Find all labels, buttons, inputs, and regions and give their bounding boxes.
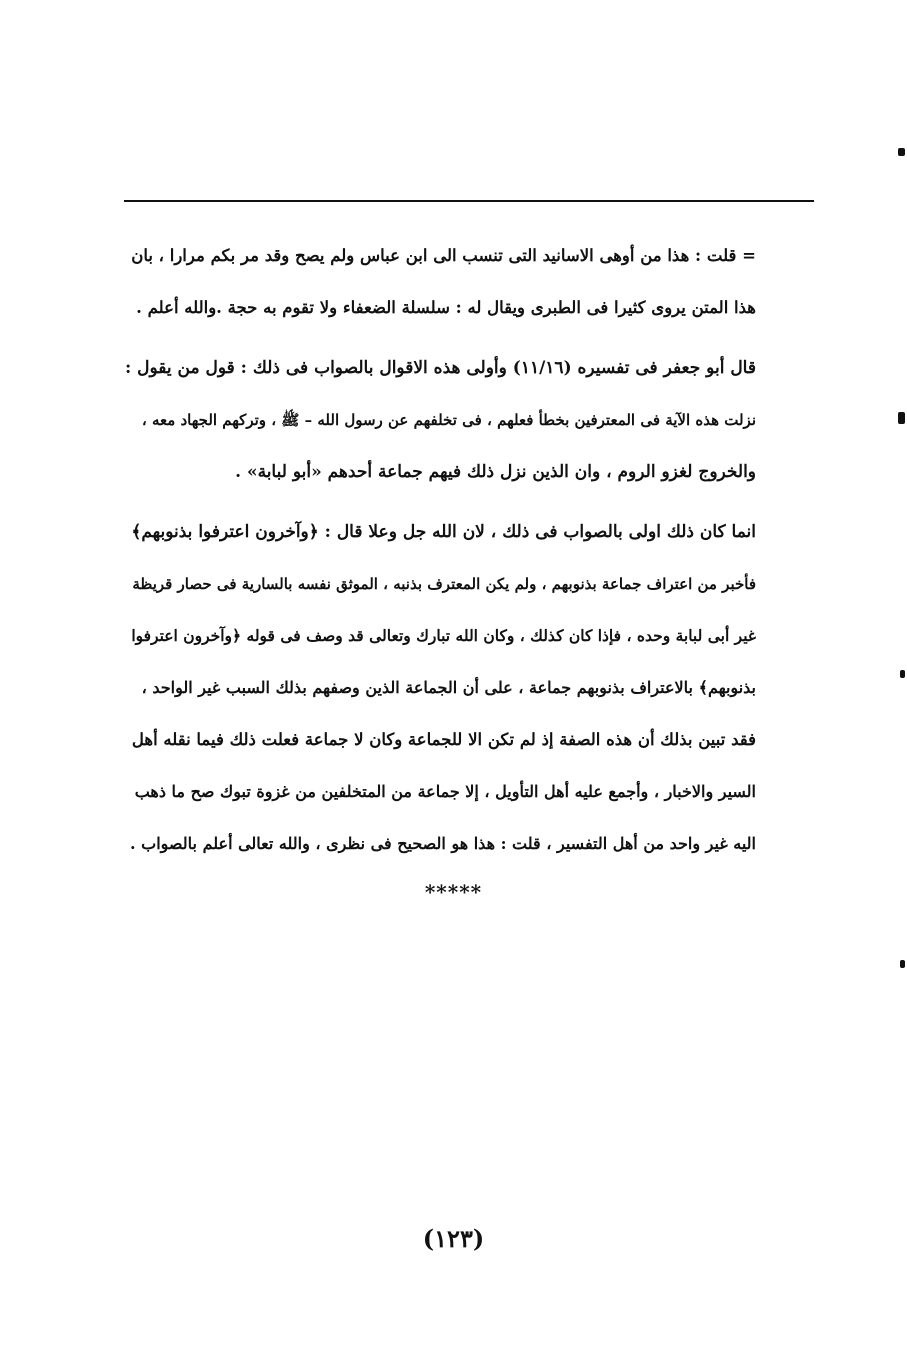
text-line: قال أبو جعفر فى تفسيره (١١/١٦) وأولى هذه الاقوال بالصواب فى ذلك : قول من يقول : [124, 358, 756, 378]
text-line: هذا المتن يروى كثيرا فى الطبرى ويقال له : سلسلة الضعفاء ولا تقوم به حجة .والله أعلم . [136, 298, 756, 317]
text-line: السير والاخبار ، وأجمع عليه أهل التأويل ، إلا جماعة من المتخلفين من غزوة تبوك صح ما ذهب [134, 782, 756, 801]
text-line: فقد تبين بذلك أن هذه الصفة إذ لم تكن الا للجماعة وكان لا جماعة فعلت ذلك فيما نقله أهل [131, 730, 756, 749]
text-line: بذنوبهم﴾ بالاعتراف بذنوبهم جماعة ، على أن الجماعة الذين وصفهم بذلك السبب غير الواحد ، [141, 678, 756, 697]
scan-mark [900, 670, 905, 678]
text-line: والخروج لغزو الروم ، وان الذين نزل ذلك فيهم جماعة أحدهم «أبو لبابة» . [235, 462, 756, 482]
text-line: اليه غير واحد من أهل التفسير ، قلت : هذا هو الصحيح فى نظرى ، والله تعالى أعلم بالصواب . [130, 834, 756, 853]
page-number: (١٢٣) [422, 1224, 485, 1253]
footnote-separator-rule [124, 200, 814, 202]
text-line: نزلت هذه الآية فى المعترفين بخطأ فعلهم ، فى تخلفهم عن رسول الله – ﷺ ، وتركهم الجهاد معه ، [141, 411, 756, 429]
scan-mark [900, 960, 905, 968]
text-line: = قلت : هذا من أوهى الاسانيد التى تنسب الى ابن عباس ولم يصح وقد مر بكم مرارا ، بان [131, 246, 756, 265]
text-line: انما كان ذلك اولى بالصواب فى ذلك ، لان الله جل وعلا قال : ﴿وآخرون اعترفوا بذنوبهم﴾ [131, 522, 756, 542]
footnote-text-block [124, 230, 756, 870]
section-separator-stars: ***** [424, 880, 483, 904]
scan-mark [898, 412, 905, 424]
scan-mark [898, 148, 905, 156]
text-line: غير أبى لبابة وحده ، فإذا كان كذلك ، وكان الله تبارك وتعالى قد وصف فى قوله ﴿وآخرون اعترفوا [131, 626, 756, 645]
text-line: فأخبر من اعتراف جماعة بذنوبهم ، ولم يكن المعترف بذنبه ، الموثق نفسه بالسارية فى حصار قريظة [132, 575, 756, 593]
